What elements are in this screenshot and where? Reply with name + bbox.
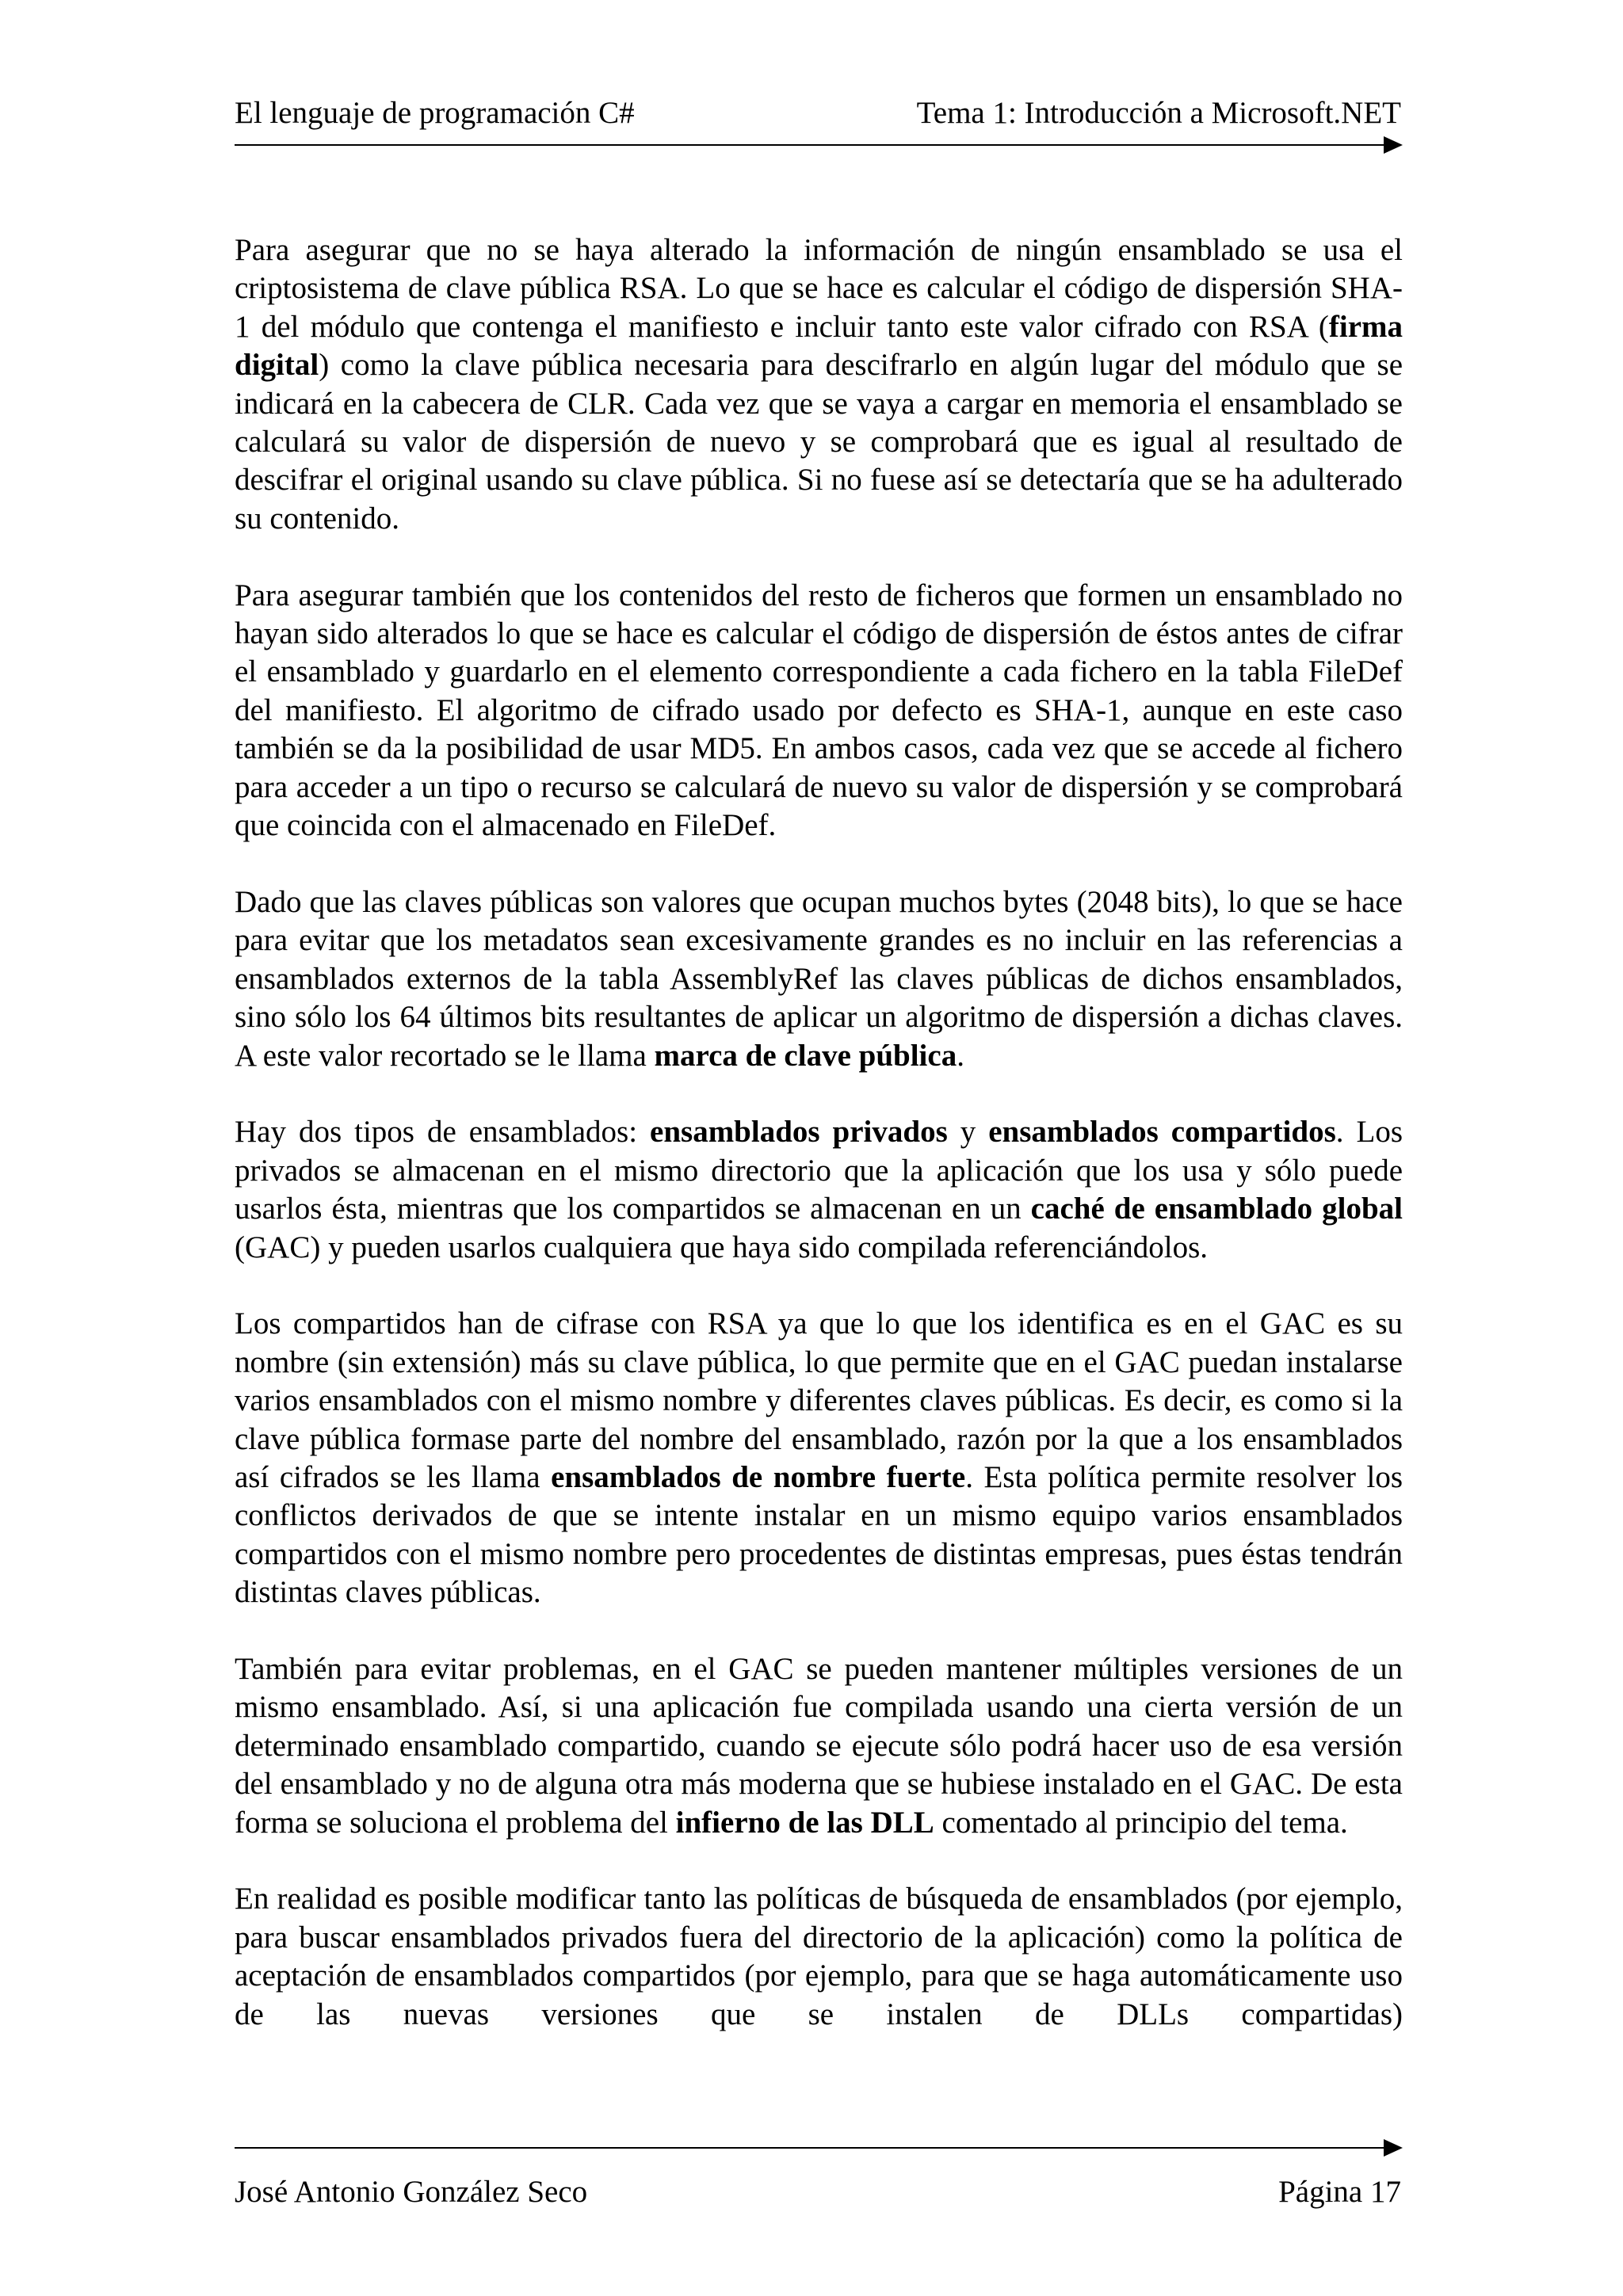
bold-term: firma digital (235, 309, 1403, 383)
text-run: Para asegurar también que los contenidos del resto de ficheros que formen un ensamblado no hayan sido alterados lo que se hace es calcular el código de dispersión de éstos antes de cifrar el ensamblado y guardarlo en el elemento correspondiente a cada fichero en la tabla FileDef del manifiesto. El algoritmo de cifrado usado por defecto es SHA-1, aunque en este caso también se da la posibilidad de usar MD5. En ambos casos, cada vez que se accede al fichero para acceder a un tipo o recurso se calculará de nuevo su valor de dispersión y se comprobará que coincida con el almacenado en FileDef. (235, 578, 1403, 843)
bold-term: ensamblados compartidos (988, 1115, 1336, 1150)
text-run: . (957, 1038, 964, 1073)
header-book-title: El lenguaje de programación C# (235, 96, 635, 130)
paragraph (235, 577, 1403, 845)
bold-term: marca de clave pública (654, 1038, 957, 1073)
paragraph (235, 1880, 1403, 2034)
header-rule (235, 144, 1385, 146)
bold-term: infierno de las DLL (675, 1805, 934, 1840)
paragraph (235, 231, 1403, 538)
text-run: ) como la clave pública necesaria para descifrarlo en algún lugar del módulo que se indicará en la cabecera de CLR. Cada vez que se vaya a cargar en memoria el ensamblado se calculará su valor de dispersión de nuevo y se comprobará que es igual al resultado de descifrar el original usando su clave pública. Si no fuese así se detectaría que se ha adulterado su contenido. (235, 348, 1403, 536)
paragraph (235, 883, 1403, 1075)
text-run: Para asegurar que no se haya alterado la información de ningún ensamblado se usa el criptosistema de clave pública RSA. Lo que se hace es calcular el código de dispersión SHA-1 del módulo que contenga el manifiesto e incluir tanto este valor cifrado con RSA ( (235, 233, 1403, 344)
page-footer (235, 2172, 1403, 2212)
body-text (235, 231, 1403, 2034)
header-arrow-icon (1384, 136, 1403, 154)
text-run: Hay dos tipos de ensamblados: (235, 1115, 651, 1150)
paragraph (235, 1305, 1403, 1611)
footer-arrow-icon (1384, 2139, 1403, 2157)
document-page (235, 0, 1403, 2296)
paragraph (235, 1650, 1403, 1842)
text-run: Dado que las claves públicas son valores que ocupan muchos bytes (2048 bits), lo que se hace para evitar que los metadatos sean excesivamente grandes es no incluir en las referencias a ensamblados externos de la tabla AssemblyRef las claves públicas de dichos ensamblados, sino sólo los 64 últimos bits resultantes de aplicar un algoritmo de dispersión a dichas claves. A este valor recortado se le llama (235, 884, 1403, 1073)
page-number: Página 17 (1278, 2175, 1401, 2209)
footer-rule (235, 2147, 1385, 2149)
paragraph (235, 1113, 1403, 1267)
text-run: (GAC) y pueden usarlos cualquiera que haya sido compilada referenciándolos. (235, 1230, 1209, 1264)
bold-term: ensamblados privados (650, 1115, 948, 1150)
text-run: . Los privados se almacenan en el mismo directorio que la aplicación que los usa y sólo puede usarlos ésta, mientras que los compartidos se almacenan en un (235, 1115, 1403, 1226)
header-chapter-title: Tema 1: Introducción a Microsoft.NET (916, 96, 1401, 130)
page-header (235, 93, 1403, 133)
text-run: . Esta política permite resolver los conflictos derivados de que se intente instalar en un mismo equipo varios ensamblados compartidos con el mismo nombre pero procedentes de distintas empresas, pues éstas tendrán distintas claves públicas. (235, 1459, 1403, 1610)
text-run: y (947, 1115, 989, 1150)
text-run: En realidad es posible modificar tanto las políticas de búsqueda de ensamblados (por ejemplo, para buscar ensamblados privados fuera del directorio de la aplicación) como la política de aceptación de ensamblados compartidos (por ejemplo, para que se haga automáticamente uso de las nuevas versiones que se instalen de DLLs compartidas) (235, 1882, 1403, 2031)
bold-term: ensamblados de nombre fuerte (551, 1459, 966, 1494)
bold-term: caché de ensamblado global (1030, 1192, 1403, 1226)
text-run: También para evitar problemas, en el GAC se pueden mantener múltiples versiones de un mismo ensamblado. Así, si una aplicación fue compilada usando una cierta versión de un determinado ensamblado compartido, cuando se ejecute sólo podrá hacer uso de esa versión del ensamblado y no de alguna otra más moderna que se hubiese instalado en el GAC. De esta forma se soluciona el problema del (235, 1651, 1403, 1840)
footer-author: José Antonio González Seco (235, 2175, 588, 2209)
text-run: comentado al principio del tema. (934, 1805, 1348, 1840)
text-run: Los compartidos han de cifrase con RSA ya que lo que los identifica es en el GAC es su nombre (sin extensión) más su clave pública, lo que permite que en el GAC puedan instalarse varios ensamblados con el mismo nombre y diferentes claves públicas. Es decir, es como si la clave pública formase parte del nombre del ensamblado, razón por la que a los ensamblados así cifrados se les llama (235, 1306, 1403, 1494)
